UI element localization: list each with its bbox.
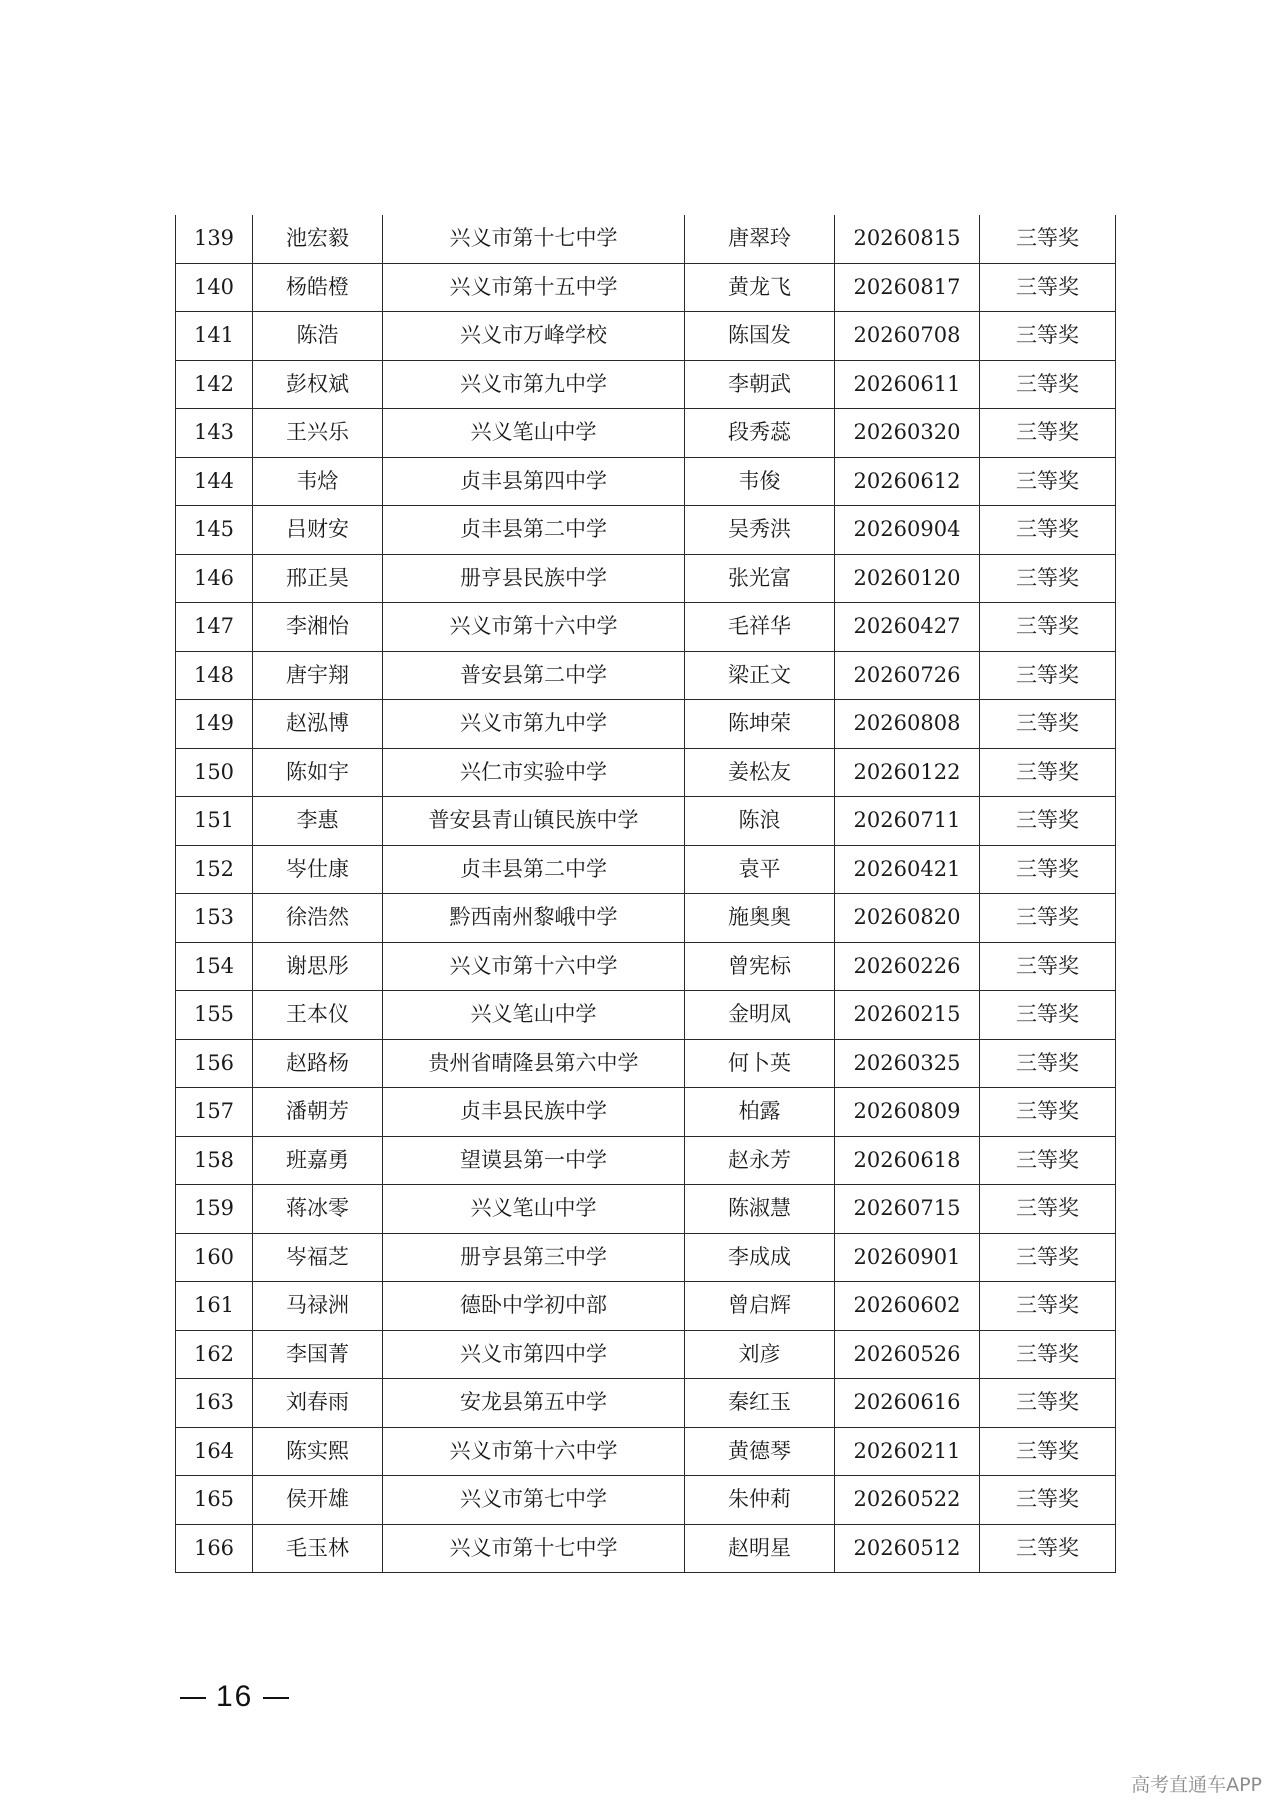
cell-school: 兴义市万峰学校 (383, 312, 685, 361)
cell-teacher: 赵明星 (685, 1524, 835, 1573)
table-row (176, 1282, 1116, 1331)
cell-number: 153 (176, 894, 253, 943)
cell-award: 三等奖 (980, 748, 1116, 797)
cell-id: 20260715 (835, 1185, 980, 1234)
cell-teacher: 陈坤荣 (685, 700, 835, 749)
table-row (176, 991, 1116, 1040)
cell-id: 20260522 (835, 1476, 980, 1525)
cell-number: 142 (176, 360, 253, 409)
cell-award: 三等奖 (980, 991, 1116, 1040)
cell-id: 20260618 (835, 1136, 980, 1185)
cell-student-name: 陈浩 (253, 312, 383, 361)
cell-award: 三等奖 (980, 1282, 1116, 1331)
cell-teacher: 黄德琴 (685, 1427, 835, 1476)
cell-teacher: 毛祥华 (685, 603, 835, 652)
cell-number: 162 (176, 1330, 253, 1379)
cell-number: 141 (176, 312, 253, 361)
cell-number: 152 (176, 845, 253, 894)
cell-student-name: 谢思彤 (253, 942, 383, 991)
cell-id: 20260602 (835, 1282, 980, 1331)
cell-school: 册亨县民族中学 (383, 554, 685, 603)
cell-number: 163 (176, 1379, 253, 1428)
cell-number: 139 (176, 215, 253, 263)
table-row (176, 942, 1116, 991)
cell-award: 三等奖 (980, 215, 1116, 263)
table-row (176, 1136, 1116, 1185)
cell-id: 20260215 (835, 991, 980, 1040)
table-row (176, 312, 1116, 361)
page-number (170, 1680, 299, 1714)
cell-teacher: 张光富 (685, 554, 835, 603)
table-row (176, 360, 1116, 409)
cell-school: 兴仁市实验中学 (383, 748, 685, 797)
cell-teacher: 朱仲莉 (685, 1476, 835, 1525)
page-number-left-dash (180, 1697, 206, 1699)
cell-school: 望谟县第一中学 (383, 1136, 685, 1185)
cell-school: 兴义市第十五中学 (383, 263, 685, 312)
cell-id: 20260211 (835, 1427, 980, 1476)
cell-id: 20260612 (835, 457, 980, 506)
table-row (176, 1185, 1116, 1234)
table-row (176, 651, 1116, 700)
table-row (176, 1088, 1116, 1137)
cell-number: 148 (176, 651, 253, 700)
cell-teacher: 何卜英 (685, 1039, 835, 1088)
cell-student-name: 班嘉勇 (253, 1136, 383, 1185)
watermark: 高考直通车APP (1131, 1774, 1262, 1796)
cell-teacher: 陈国发 (685, 312, 835, 361)
cell-number: 143 (176, 409, 253, 458)
cell-award: 三等奖 (980, 942, 1116, 991)
table-row (176, 1379, 1116, 1428)
cell-id: 20260421 (835, 845, 980, 894)
cell-school: 兴义市第四中学 (383, 1330, 685, 1379)
table-row (176, 845, 1116, 894)
table-row (176, 1039, 1116, 1088)
cell-id: 20260708 (835, 312, 980, 361)
cell-award: 三等奖 (980, 1427, 1116, 1476)
cell-school: 贞丰县民族中学 (383, 1088, 685, 1137)
cell-id: 20260809 (835, 1088, 980, 1137)
cell-teacher: 赵永芳 (685, 1136, 835, 1185)
cell-teacher: 施奥奥 (685, 894, 835, 943)
cell-number: 158 (176, 1136, 253, 1185)
page-number-text: 16 (216, 1680, 254, 1713)
cell-school: 兴义市第十七中学 (383, 215, 685, 263)
table-row (176, 1330, 1116, 1379)
cell-student-name: 杨皓橙 (253, 263, 383, 312)
cell-id: 20260815 (835, 215, 980, 263)
cell-school: 兴义笔山中学 (383, 409, 685, 458)
cell-number: 160 (176, 1233, 253, 1282)
cell-award: 三等奖 (980, 1185, 1116, 1234)
table-row (176, 457, 1116, 506)
cell-teacher: 陈浪 (685, 797, 835, 846)
cell-teacher: 曾启辉 (685, 1282, 835, 1331)
cell-student-name: 岑仕康 (253, 845, 383, 894)
cell-award: 三等奖 (980, 700, 1116, 749)
cell-award: 三等奖 (980, 651, 1116, 700)
cell-school: 兴义市第十七中学 (383, 1524, 685, 1573)
cell-student-name: 吕财安 (253, 506, 383, 555)
cell-award: 三等奖 (980, 263, 1116, 312)
cell-school: 黔西南州黎峨中学 (383, 894, 685, 943)
cell-student-name: 陈如宇 (253, 748, 383, 797)
cell-number: 146 (176, 554, 253, 603)
cell-school: 普安县第二中学 (383, 651, 685, 700)
cell-teacher: 李成成 (685, 1233, 835, 1282)
award-table (175, 215, 1116, 1573)
cell-number: 157 (176, 1088, 253, 1137)
cell-award: 三等奖 (980, 360, 1116, 409)
cell-school: 德卧中学初中部 (383, 1282, 685, 1331)
cell-student-name: 李惠 (253, 797, 383, 846)
cell-id: 20260526 (835, 1330, 980, 1379)
cell-award: 三等奖 (980, 603, 1116, 652)
cell-school: 兴义市第十六中学 (383, 942, 685, 991)
table-row (176, 506, 1116, 555)
cell-school: 册亨县第三中学 (383, 1233, 685, 1282)
cell-id: 20260711 (835, 797, 980, 846)
cell-award: 三等奖 (980, 797, 1116, 846)
cell-student-name: 池宏毅 (253, 215, 383, 263)
cell-number: 144 (176, 457, 253, 506)
cell-student-name: 马禄洲 (253, 1282, 383, 1331)
table-row (176, 603, 1116, 652)
cell-teacher: 姜松友 (685, 748, 835, 797)
cell-number: 147 (176, 603, 253, 652)
cell-award: 三等奖 (980, 409, 1116, 458)
cell-number: 150 (176, 748, 253, 797)
cell-teacher: 吴秀洪 (685, 506, 835, 555)
cell-school: 兴义市第九中学 (383, 360, 685, 409)
cell-id: 20260320 (835, 409, 980, 458)
cell-id: 20260226 (835, 942, 980, 991)
table-row (176, 409, 1116, 458)
cell-student-name: 潘朝芳 (253, 1088, 383, 1137)
cell-award: 三等奖 (980, 894, 1116, 943)
cell-number: 156 (176, 1039, 253, 1088)
table-row (176, 215, 1116, 263)
cell-award: 三等奖 (980, 1379, 1116, 1428)
cell-school: 贞丰县第二中学 (383, 845, 685, 894)
cell-id: 20260817 (835, 263, 980, 312)
cell-school: 安龙县第五中学 (383, 1379, 685, 1428)
cell-student-name: 蒋冰零 (253, 1185, 383, 1234)
cell-id: 20260904 (835, 506, 980, 555)
cell-school: 普安县青山镇民族中学 (383, 797, 685, 846)
cell-school: 贞丰县第二中学 (383, 506, 685, 555)
cell-school: 兴义市第七中学 (383, 1476, 685, 1525)
table-row (176, 1427, 1116, 1476)
table-row (176, 554, 1116, 603)
cell-number: 161 (176, 1282, 253, 1331)
cell-student-name: 韦焓 (253, 457, 383, 506)
cell-id: 20260901 (835, 1233, 980, 1282)
table-row (176, 797, 1116, 846)
cell-number: 166 (176, 1524, 253, 1573)
cell-id: 20260808 (835, 700, 980, 749)
table-row (176, 1476, 1116, 1525)
page-number-right-dash (263, 1697, 289, 1699)
table-row (176, 1524, 1116, 1573)
cell-id: 20260616 (835, 1379, 980, 1428)
cell-teacher: 刘彦 (685, 1330, 835, 1379)
cell-number: 151 (176, 797, 253, 846)
cell-student-name: 徐浩然 (253, 894, 383, 943)
cell-student-name: 陈实熙 (253, 1427, 383, 1476)
cell-award: 三等奖 (980, 1088, 1116, 1137)
cell-student-name: 赵路杨 (253, 1039, 383, 1088)
cell-school: 兴义市第十六中学 (383, 1427, 685, 1476)
cell-award: 三等奖 (980, 457, 1116, 506)
cell-teacher: 韦俊 (685, 457, 835, 506)
cell-school: 贞丰县第四中学 (383, 457, 685, 506)
cell-award: 三等奖 (980, 845, 1116, 894)
cell-school: 贵州省晴隆县第六中学 (383, 1039, 685, 1088)
cell-number: 165 (176, 1476, 253, 1525)
cell-teacher: 唐翠玲 (685, 215, 835, 263)
cell-student-name: 毛玉林 (253, 1524, 383, 1573)
cell-number: 149 (176, 700, 253, 749)
cell-school: 兴义笔山中学 (383, 991, 685, 1040)
cell-student-name: 李湘怡 (253, 603, 383, 652)
table-row (176, 700, 1116, 749)
cell-student-name: 王本仪 (253, 991, 383, 1040)
cell-teacher: 曾宪标 (685, 942, 835, 991)
cell-award: 三等奖 (980, 1330, 1116, 1379)
award-table-body (176, 215, 1116, 1573)
cell-teacher: 黄龙飞 (685, 263, 835, 312)
cell-id: 20260120 (835, 554, 980, 603)
cell-award: 三等奖 (980, 1136, 1116, 1185)
cell-award: 三等奖 (980, 1233, 1116, 1282)
cell-number: 159 (176, 1185, 253, 1234)
cell-teacher: 李朝武 (685, 360, 835, 409)
cell-number: 140 (176, 263, 253, 312)
cell-teacher: 金明凤 (685, 991, 835, 1040)
cell-student-name: 彭权斌 (253, 360, 383, 409)
cell-id: 20260820 (835, 894, 980, 943)
cell-award: 三等奖 (980, 312, 1116, 361)
cell-teacher: 柏露 (685, 1088, 835, 1137)
cell-award: 三等奖 (980, 506, 1116, 555)
cell-award: 三等奖 (980, 554, 1116, 603)
cell-id: 20260726 (835, 651, 980, 700)
cell-teacher: 段秀蕊 (685, 409, 835, 458)
cell-number: 155 (176, 991, 253, 1040)
cell-student-name: 邢正昊 (253, 554, 383, 603)
cell-id: 20260427 (835, 603, 980, 652)
cell-student-name: 唐宇翔 (253, 651, 383, 700)
cell-number: 164 (176, 1427, 253, 1476)
cell-student-name: 侯开雄 (253, 1476, 383, 1525)
cell-student-name: 赵泓博 (253, 700, 383, 749)
cell-teacher: 陈淑慧 (685, 1185, 835, 1234)
cell-school: 兴义笔山中学 (383, 1185, 685, 1234)
cell-school: 兴义市第十六中学 (383, 603, 685, 652)
cell-id: 20260325 (835, 1039, 980, 1088)
cell-student-name: 李国菁 (253, 1330, 383, 1379)
table-row (176, 748, 1116, 797)
cell-teacher: 秦红玉 (685, 1379, 835, 1428)
cell-teacher: 袁平 (685, 845, 835, 894)
cell-student-name: 岑福芝 (253, 1233, 383, 1282)
cell-id: 20260611 (835, 360, 980, 409)
cell-teacher: 梁正文 (685, 651, 835, 700)
cell-number: 154 (176, 942, 253, 991)
cell-student-name: 王兴乐 (253, 409, 383, 458)
cell-id: 20260512 (835, 1524, 980, 1573)
cell-student-name: 刘春雨 (253, 1379, 383, 1428)
cell-id: 20260122 (835, 748, 980, 797)
cell-award: 三等奖 (980, 1476, 1116, 1525)
table-row (176, 1233, 1116, 1282)
cell-award: 三等奖 (980, 1524, 1116, 1573)
cell-school: 兴义市第九中学 (383, 700, 685, 749)
cell-number: 145 (176, 506, 253, 555)
table-row (176, 263, 1116, 312)
cell-award: 三等奖 (980, 1039, 1116, 1088)
table-row (176, 894, 1116, 943)
